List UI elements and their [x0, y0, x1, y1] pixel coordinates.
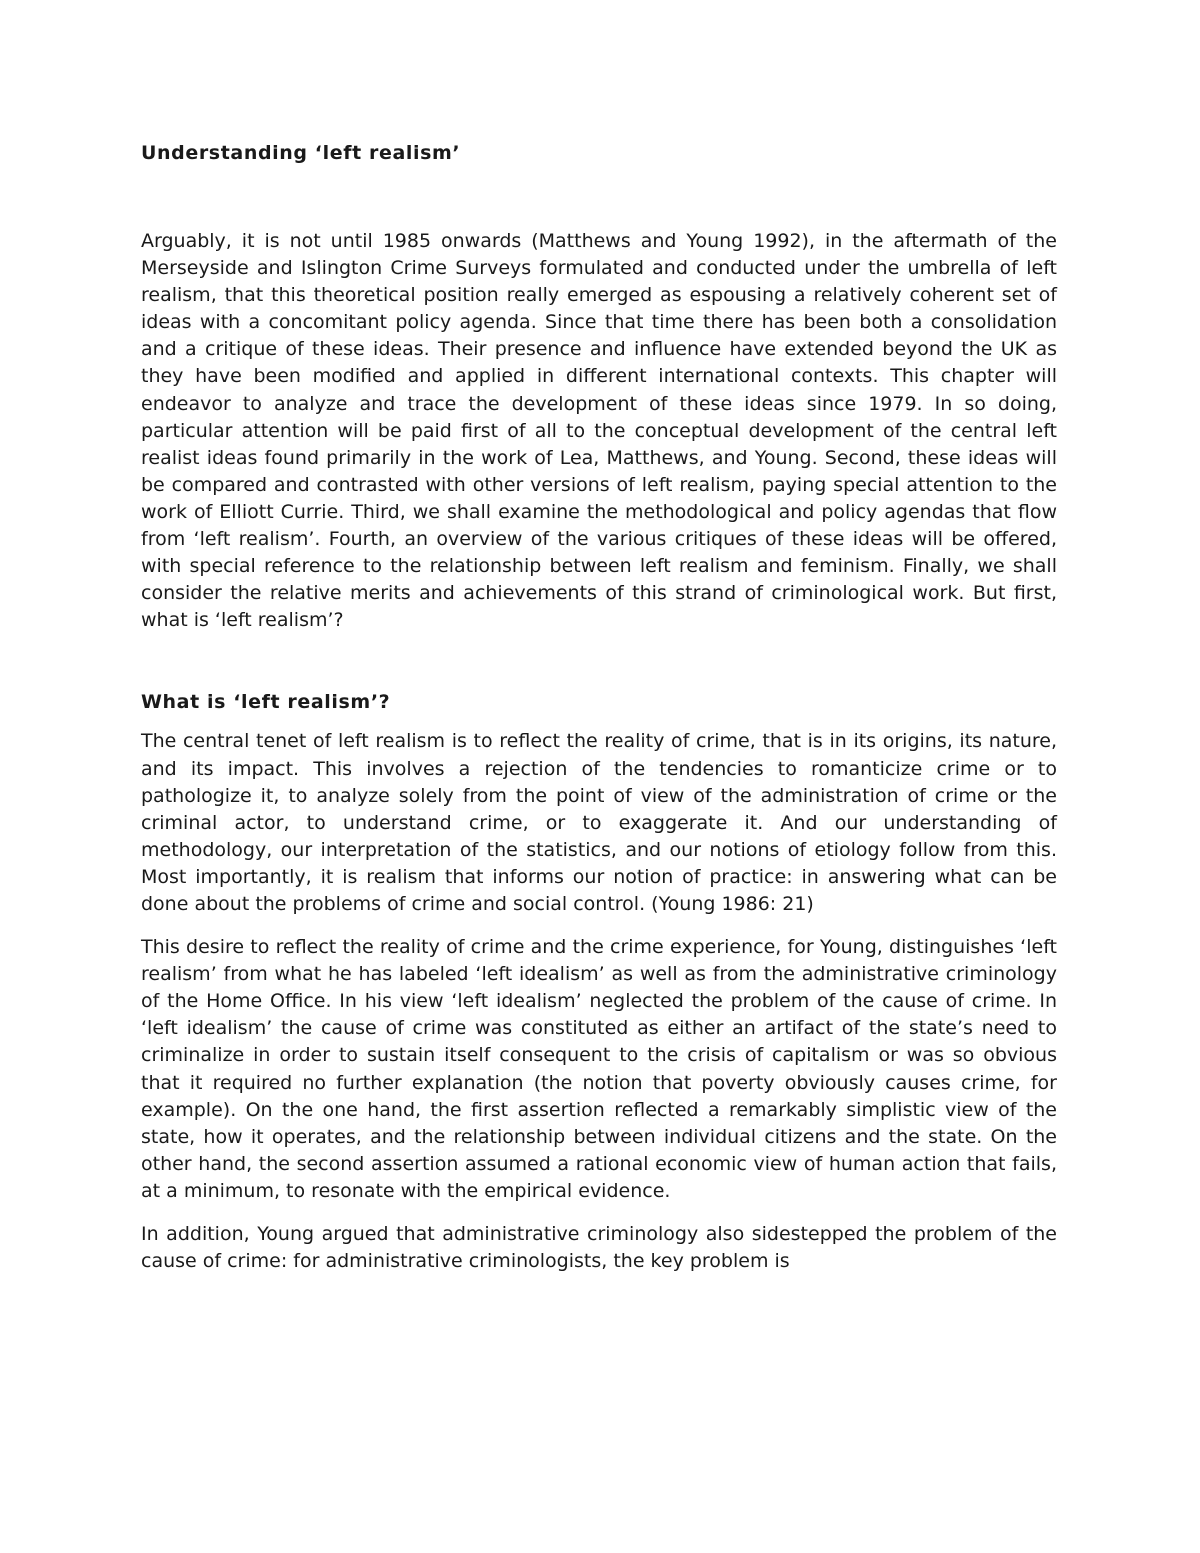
intro-paragraph: Arguably, it is not until 1985 onwards (Matthews and Young 1992), in the aftermath of the Merseyside and Islington Crime Surveys formulated and conducted under the umbrella of left realism, that this theoretical position really emerged as espousing a relatively coherent set of ideas with a concomitant policy agenda. Since that time there has been both a consolidation and a critique of these ideas. Their presence and influence have extended beyond the UK as they have been modified and applied in different international contexts. This chapter will endeavor to analyze and trace the development of these ideas since 1979. In so doing, particular attention will be paid first of all to the conceptual development of the central left realist ideas found primarily in the work of Lea, Matthews, and Young. Second, these ideas will be compared and contrasted with other versions of left realism, paying special attention to the work of Elliott Currie. Third, we shall examine the methodological and policy agendas that flow from ‘left realism’. Fourth, an overview of the various critiques of these ideas will be offered, with special reference to the relationship between left realism and feminism. Finally, we shall consider the relative merits and achievements of this strand of criminological work. But first, what is ‘left realism’?	[141, 230, 1057, 632]
document-title: Understanding ‘left realism’	[141, 142, 461, 164]
body-paragraph-1: The central tenet of left realism is to reflect the reality of crime, that is in its origins, its nature, and its impact. This involves a rejection of the tendencies to romanticize crime or to pathologize it, to analyze solely from the point of view of the administration of crime or the criminal actor, to understand crime, or to exaggerate it. And our understanding of methodology, our interpretation of the statistics, and our notions of etiology follow from this. Most importantly, it is realism that informs our notion of practice: in answering what can be done about the problems of crime and social control. (Young 1986: 21)	[141, 730, 1057, 915]
body-paragraph-2: This desire to reflect the reality of crime and the crime experience, for Young, distinguishes ‘left realism’ from what he has labeled ‘left idealism’ as well as from the administrative criminology of the Home Office. In his view ‘left idealism’ neglected the problem of the cause of crime. In ‘left idealism’ the cause of crime was constituted as either an artifact of the state’s need to criminalize in order to sustain itself consequent to the crisis of capitalism or was so obvious that it required no further explanation (the notion that poverty obviously causes crime, for example). On the one hand, the first assertion reflected a remarkably simplistic view of the state, how it operates, and the relationship between individual citizens and the state. On the other hand, the second assertion assumed a rational economic view of human action that fails, at a minimum, to resonate with the empirical evidence.	[141, 936, 1057, 1202]
body-paragraph-3: In addition, Young argued that administrative criminology also sidestepped the problem of the cause of crime: for administrative criminologists, the key problem is	[141, 1223, 1057, 1273]
document-page	[141, 140, 1057, 1291]
section-heading: What is ‘left realism’?	[141, 691, 391, 714]
